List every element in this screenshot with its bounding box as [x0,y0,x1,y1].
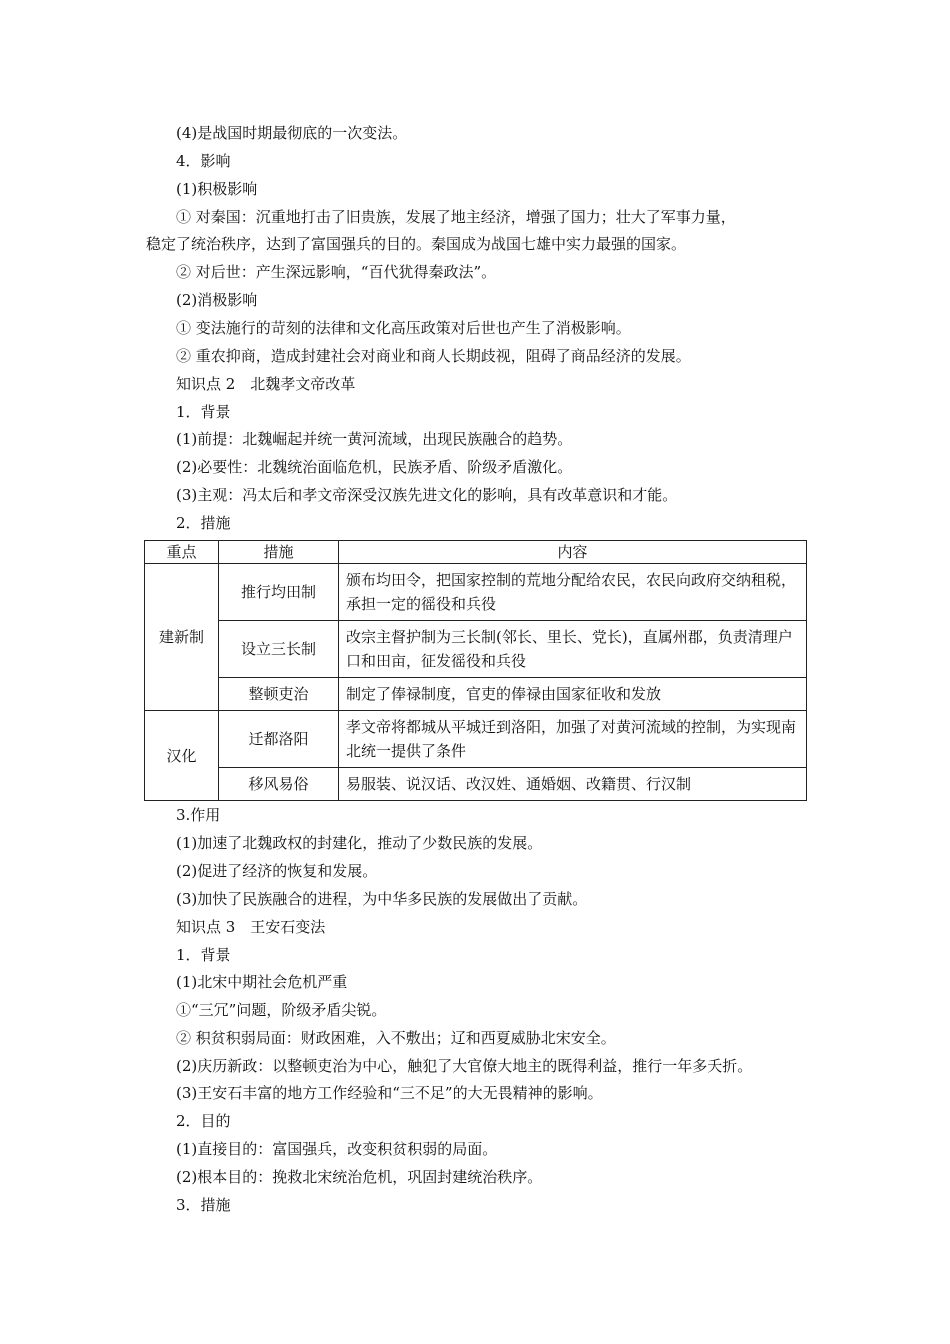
text-line: (2)必要性：北魏统治面临危机，民族矛盾、阶级矛盾激化。 [176,458,573,476]
text-line: 稳定了统治秩序，达到了富国强兵的目的。秦国成为战国七雄中实力最强的国家。 [146,235,687,253]
text-line: (3)加快了民族融合的进程，为中华多民族的发展做出了贡献。 [176,890,588,908]
text-line: (2)庆历新政：以整顿吏治为中心，触犯了大官僚大地主的既得利益，推行一年多夭折。 [176,1057,753,1075]
focus-cell: 汉化 [145,711,219,801]
section-heading: 1．背景 [176,946,231,964]
table-row [145,621,807,678]
content-cell: 易服装、说汉话、改汉姓、通婚姻、改籍贯、行汉制 [339,768,807,801]
text-line: (2)根本目的：挽救北宋统治危机，巩固封建统治秩序。 [176,1168,543,1186]
table-row [145,768,807,801]
text-line: (2)促进了经济的恢复和发展。 [176,862,378,880]
section-heading: 3.作用 [176,806,221,824]
measures-table [144,540,807,801]
content-cell: 改宗主督护制为三长制(邻长、里长、党长)，直属州郡，负责清理户口和田亩，征发徭役和兵役 [339,621,807,678]
measure-cell: 推行均田制 [219,564,339,621]
content-cell: 制定了俸禄制度，官吏的俸禄由国家征收和发放 [339,678,807,711]
text-line: ② 积贫积弱局面：财政困难，入不敷出；辽和西夏威胁北宋安全。 [176,1029,616,1047]
section-heading: 1．背景 [176,403,231,421]
section-heading: 2．措施 [176,514,231,532]
measure-cell: 设立三长制 [219,621,339,678]
text-line: (3)主观：冯太后和孝文帝深受汉族先进文化的影响，具有改革意识和才能。 [176,486,678,504]
table-row [145,564,807,621]
text-line: ② 重农抑商，造成封建社会对商业和商人长期歧视，阻碍了商品经济的发展。 [176,347,691,365]
content-cell: 孝文帝将都城从平城迁到洛阳，加强了对黄河流域的控制，为实现南北统一提供了条件 [339,711,807,768]
table-header-cell: 内容 [339,541,807,564]
text-line: (1)北宋中期社会危机严重 [176,973,348,991]
measure-cell: 移风易俗 [219,768,339,801]
subheading: (2)消极影响 [176,291,258,309]
text-line: ①“三冗”问题，阶级矛盾尖锐。 [176,1001,387,1019]
text-line: (4)是战国时期最彻底的一次变法。 [176,124,408,142]
section-heading: 3．措施 [176,1196,231,1214]
content-cell: 颁布均田令，把国家控制的荒地分配给农民，农民向政府交纳租税，承担一定的徭役和兵役 [339,564,807,621]
section-heading: 2．目的 [176,1112,231,1130]
subheading: (1)积极影响 [176,180,258,198]
text-line: (1)加速了北魏政权的封建化，推动了少数民族的发展。 [176,834,543,852]
knowledge-point-heading: 知识点 3 王安石变法 [176,918,326,936]
table-header-cell: 措施 [219,541,339,564]
measure-cell: 迁都洛阳 [219,711,339,768]
knowledge-point-heading: 知识点 2 北魏孝文帝改革 [176,375,356,393]
text-line: ① 对秦国：沉重地打击了旧贵族，发展了地主经济，增强了国力；壮大了军事力量， [176,208,736,226]
table-header-row [145,541,807,564]
table-row [145,711,807,768]
text-line: (1)前提：北魏崛起并统一黄河流域，出现民族融合的趋势。 [176,430,573,448]
focus-cell: 建新制 [145,564,219,711]
table-header-cell: 重点 [145,541,219,564]
section-heading: 4．影响 [176,152,231,170]
text-line: ② 对后世：产生深远影响，“百代犹得秦政法”。 [176,263,497,281]
measure-cell: 整顿吏治 [219,678,339,711]
text-line: ① 变法施行的苛刻的法律和文化高压政策对后世也产生了消极影响。 [176,319,631,337]
text-line: (3)王安石丰富的地方工作经验和“三不足”的大无畏精神的影响。 [176,1084,603,1102]
table-row [145,678,807,711]
text-line: (1)直接目的：富国强兵，改变积贫积弱的局面。 [176,1140,498,1158]
